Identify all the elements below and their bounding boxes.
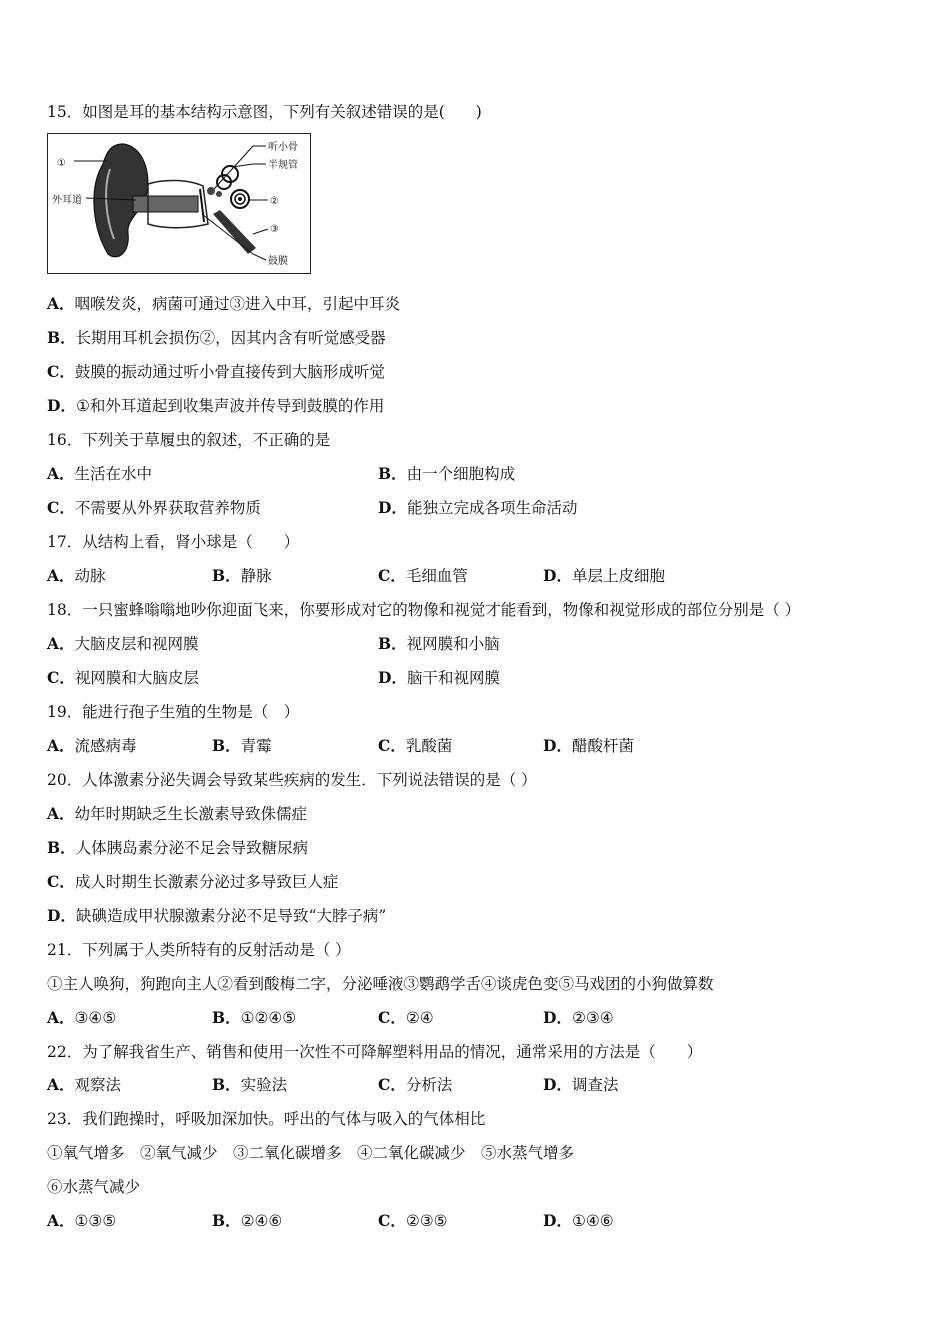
q22-option-d: D．调查法 <box>543 1075 619 1094</box>
q19-option-a: A．流感病毒 <box>47 736 137 755</box>
q19-option-d: D．醋酸杆菌 <box>543 736 634 755</box>
q19-stem: 19．能进行孢子生殖的生物是（ ） <box>47 703 300 721</box>
q23-option-c: C．②③⑤ <box>378 1211 448 1230</box>
q21-items: ①主人唤狗，狗跑向主人②看到酸梅二字，分泌唾液③鹦鹉学舌④谈虎色变⑤马戏团的小狗做算数 <box>47 975 714 993</box>
q23-items-line1: ①氧气增多 ②氧气减少 ③二氧化碳增多 ④二氧化碳减少 ⑤水蒸气增多 <box>47 1144 575 1162</box>
label-ossicles: 听小骨 <box>268 142 298 153</box>
q20-option-d: D．缺碘造成甲状腺激素分泌不足导致“大脖子病” <box>47 906 387 925</box>
q20-stem: 20．人体激素分泌失调会导致某些疾病的发生．下列说法错误的是（ ） <box>47 771 537 789</box>
q15-stem: 15．如图是耳的基本结构示意图，下列有关叙述错误的是( ) <box>47 103 482 121</box>
label-circle1: ① <box>57 158 66 169</box>
q22-option-c: C．分析法 <box>378 1075 453 1094</box>
q17-option-d: D．单层上皮细胞 <box>543 566 665 585</box>
q23-option-d: D．①④⑥ <box>543 1211 614 1230</box>
q23-option-b: B．②④⑥ <box>212 1211 283 1230</box>
label-semicircular-canals: 半规管 <box>268 160 298 171</box>
q19-option-b: B．青霉 <box>212 736 272 755</box>
q15-option-d: D．①和外耳道起到收集声波并传导到鼓膜的作用 <box>47 396 385 415</box>
q15-option-b: B．长期用耳机会损伤②，因其内含有听觉感受器 <box>47 328 386 347</box>
q16-option-a: A．生活在水中 <box>47 464 153 483</box>
label-eardrum: 鼓膜 <box>268 256 288 267</box>
label-circle2: ② <box>270 196 279 207</box>
label-circle3: ③ <box>270 224 279 235</box>
q23-stem: 23．我们跑操时，呼吸加深加快。呼出的气体与吸入的气体相比 <box>47 1110 486 1128</box>
q18-option-c: C．视网膜和大脑皮层 <box>47 668 199 687</box>
q20-option-c: C．成人时期生长激素分泌过多导致巨人症 <box>47 872 339 891</box>
q18-option-a: A．大脑皮层和视网膜 <box>47 634 199 653</box>
q19-option-c: C．乳酸菌 <box>378 736 453 755</box>
q18-stem: 18．一只蜜蜂嗡嗡地吵你迎面飞来，你要形成对它的物像和视觉才能看到，物像和视觉形成的部位分别是（ ） <box>47 601 801 619</box>
q22-option-a: A．观察法 <box>47 1075 122 1094</box>
q17-option-a: A．动脉 <box>47 566 106 585</box>
q20-option-a: A．幼年时期缺乏生长激素导致侏儒症 <box>47 804 308 823</box>
q18-option-d: D．脑干和视网膜 <box>378 668 500 687</box>
q15-option-c: C．鼓膜的振动通过听小骨直接传到大脑形成听觉 <box>47 362 385 381</box>
q21-option-c: C．②④ <box>378 1008 434 1027</box>
ear-structure-figure <box>47 133 311 274</box>
q20-option-b: B．人体胰岛素分泌不足会导致糖尿病 <box>47 838 309 857</box>
q23-items-line2: ⑥水蒸气减少 <box>47 1178 141 1196</box>
q16-option-d: D．能独立完成各项生命活动 <box>378 498 578 517</box>
q18-option-b: B．视网膜和小脑 <box>378 634 500 653</box>
q17-stem: 17．从结构上看，肾小球是（ ） <box>47 533 300 551</box>
q21-option-a: A．③④⑤ <box>47 1008 117 1027</box>
q22-stem: 22．为了解我省生产、销售和使用一次性不可降解塑料用品的情况，通常采用的方法是（ ） <box>47 1043 703 1061</box>
ear-diagram <box>48 134 310 273</box>
q21-stem: 21．下列属于人类所特有的反射活动是（ ） <box>47 941 351 959</box>
q16-option-b: B．由一个细胞构成 <box>378 464 516 483</box>
q16-option-c: C．不需要从外界获取营养物质 <box>47 498 261 517</box>
q15-option-a: A．咽喉发炎，病菌可通过③进入中耳，引起中耳炎 <box>47 294 401 313</box>
q17-option-b: B．静脉 <box>212 566 272 585</box>
q23-option-a: A．①③⑤ <box>47 1211 117 1230</box>
q16-stem: 16．下列关于草履虫的叙述，不正确的是 <box>47 431 331 449</box>
q21-option-b: B．①②④⑤ <box>212 1008 297 1027</box>
q22-option-b: B．实验法 <box>212 1075 288 1094</box>
q21-option-d: D．②③④ <box>543 1008 614 1027</box>
q17-option-c: C．毛细血管 <box>378 566 468 585</box>
label-outer-canal: 外耳道 <box>52 195 82 206</box>
